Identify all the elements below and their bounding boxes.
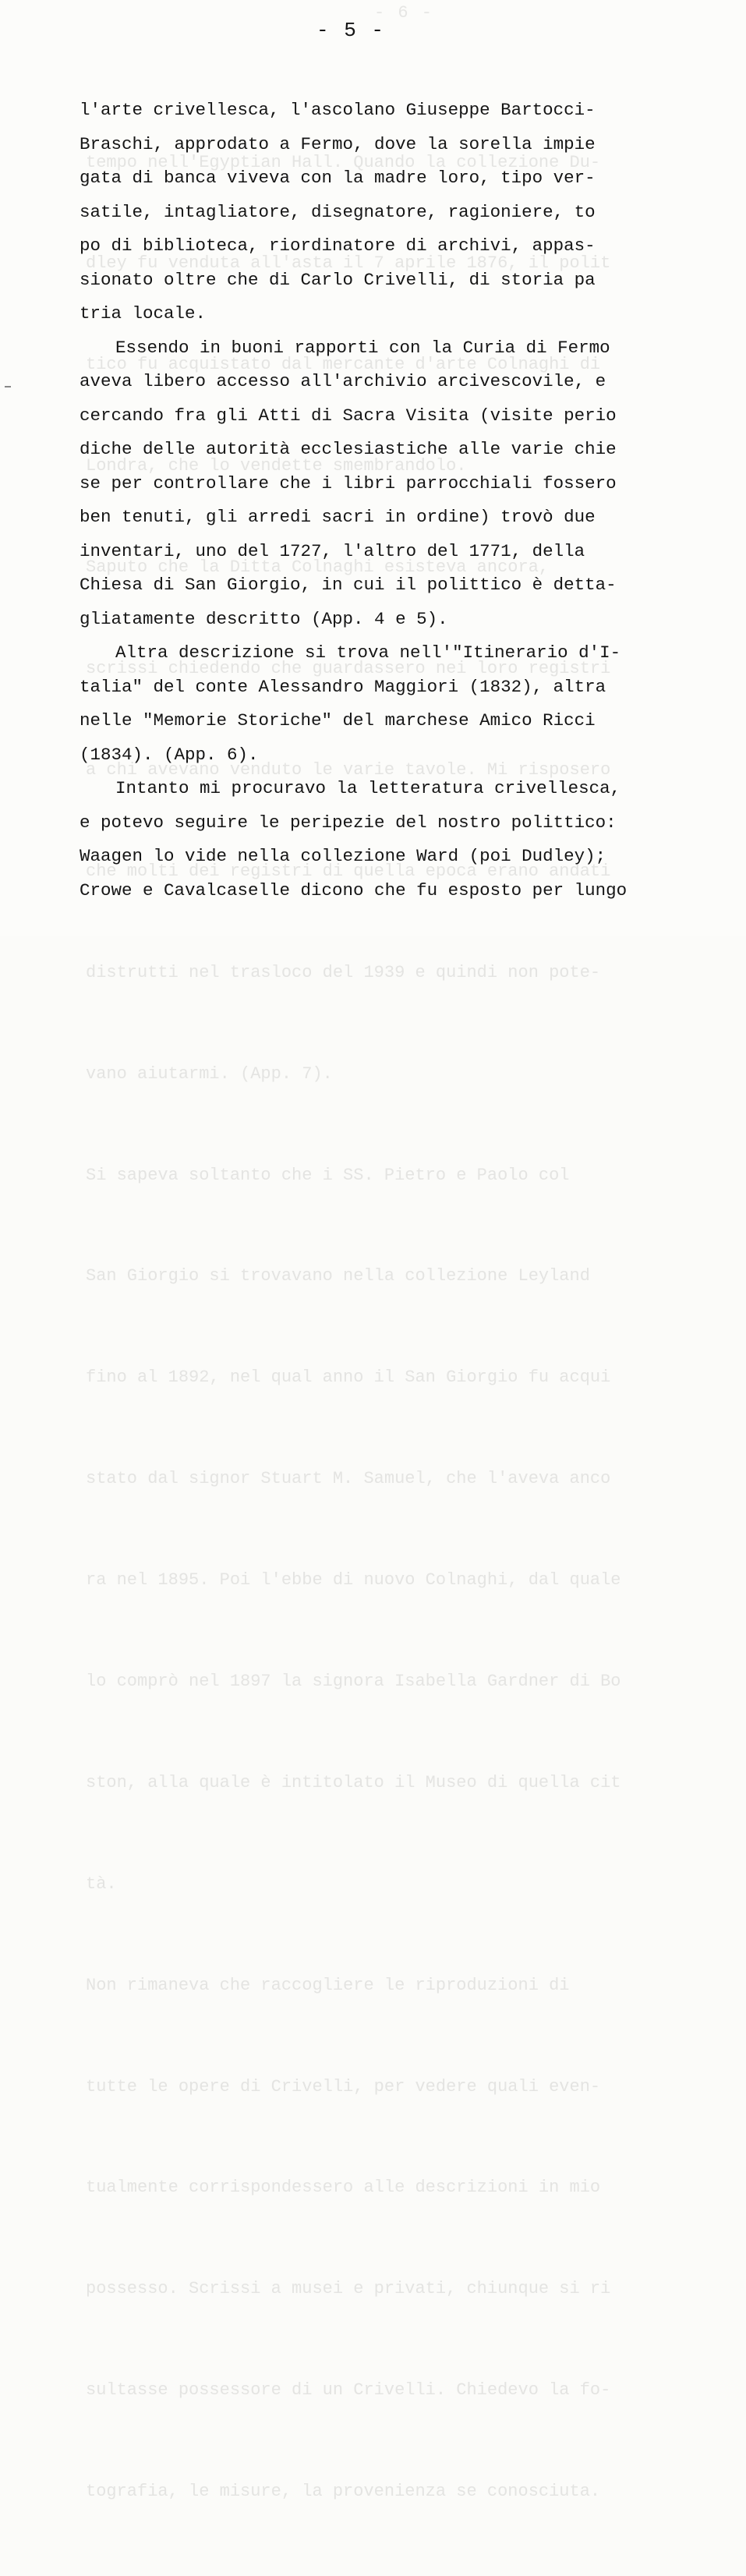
bleed-line: tutte le opere di Crivelli, per vedere quali even- [86,2076,601,2097]
bleed-line: tografia, le misure, la provenienza se conosciuta. [86,2482,601,2502]
bleed-line: Si sapeva soltanto che i SS. Pietro e Paolo col [86,1165,570,1185]
bleed-line: fino al 1892, nel qual anno il San Giorgio fu acqui [86,1368,611,1388]
bleed-line: dley fu venduta all'asta il 7 aprile 1876, il polit [86,253,611,274]
bleed-line: Non rimaneva che raccogliere le riproduzioni di [86,1975,570,1995]
text-line: Waagen lo vide nella collezione Ward (poi Dudley); [80,846,606,866]
bleed-line: Londra, che lo vendette smembrandolo. [86,456,467,476]
bleed-line: lo comprò nel 1897 la signora Isabella Gardner di Bo [86,1671,621,1691]
text-line: e potevo seguire le peripezie del nostro polittico: [80,812,617,833]
bleed-line: vano aiutarmi. (App. 7). [86,1063,333,1084]
bleed-line: che molti dei registri di quella epoca erano andati [86,861,611,881]
bleed-line: tempo nell'Egyptian Hall. Quando la collezione Du- [86,152,601,172]
paragraph-start-line: Intanto mi procuravo la letteratura crivellesca, [115,778,621,798]
page-number: - 5 - [316,19,385,42]
bleed-line: possesso. Scrissi a musei e privati, chiunque si ri [86,2279,611,2299]
bleed-through-page-number: - 6 - [374,3,434,23]
bleed-line: ston, alla quale è intitolato il Museo di quella cit [86,1772,621,1792]
paragraph-start-line: Essendo in buoni rapporti con la Curia di Fermo [115,337,610,358]
bleed-line: distrutti nel trasloco del 1939 e quindi non pote- [86,962,601,982]
text-line: Braschi, approdato a Fermo, dove la sorella impie [80,133,596,154]
bleed-line: Saputo che la Ditta Colnaghi esisteva ancora, [86,557,550,578]
text-line: gata di banca viveva con la madre loro, tipo ver- [80,168,596,188]
text-line: cercando fra gli Atti di Sacra Visita (visite perio [80,405,617,426]
text-line: inventari, uno del 1727, l'altro del 1771, della [80,540,585,561]
bleed-line: tualmente corrispondessero alle descrizioni in mio [86,2178,601,2198]
text-line: satile, intagliatore, disegnatore, ragioniere, to [80,201,596,222]
text-line: l'arte crivellesca, l'ascolano Giuseppe Bartocci- [80,100,596,120]
bleed-line: a chi avevano venduto le varie tavole. Mi risposero [86,759,611,780]
text-line: sionato oltre che di Carlo Crivelli, di storia pa [80,269,596,290]
bleed-line: ra nel 1895. Poi l'ebbe di nuovo Colnaghi, dal quale [86,1570,621,1591]
text-line: talia" del conte Alessandro Maggiori (1832), altra [80,676,606,697]
bleed-line: scrissi chiedendo che guardassero nei loro registri [86,659,611,679]
text-line: se per controllare che i libri parrocchiali fossero [80,472,617,494]
text-line: ben tenuti, gli arredi sacri in ordine) trovò due [80,507,596,527]
text-line: tria locale. [80,303,207,324]
text-line: (1834). (App. 6). [80,744,259,765]
text-line: diche delle autorità ecclesiastiche alle varie chie [80,439,617,459]
text-line: Crowe e Cavalcaselle dicono che fu esposto per lungo [80,879,628,901]
text-line: po di biblioteca, riordinatore di archivi, appas- [80,235,596,256]
body-text [80,94,703,908]
text-line: aveva libero accesso all'archivio arcivescovile, e [80,371,606,391]
bleed-line: tà. [86,1874,117,1894]
text-line: gliatamente descritto (App. 4 e 5). [80,608,448,629]
bleed-line: tico fu acquistato dal mercante d'arte Colnaghi di [86,355,601,375]
paragraph-start-line: Altra descrizione si trova nell'"Itinerario d'I- [115,642,621,663]
margin-mark [5,386,11,387]
bleed-line: stato dal signor Stuart M. Samuel, che l'aveva anco [86,1469,611,1489]
bleed-line: San Giorgio si trovavano nella collezione Leyland [86,1266,590,1286]
text-line: Chiesa di San Giorgio, in cui il polittico è detta- [80,575,617,595]
bleed-line: sultasse possessore di un Crivelli. Chiedevo la fo- [86,2380,611,2401]
text-line: nelle "Memorie Storiche" del marchese Amico Ricci [80,710,596,731]
